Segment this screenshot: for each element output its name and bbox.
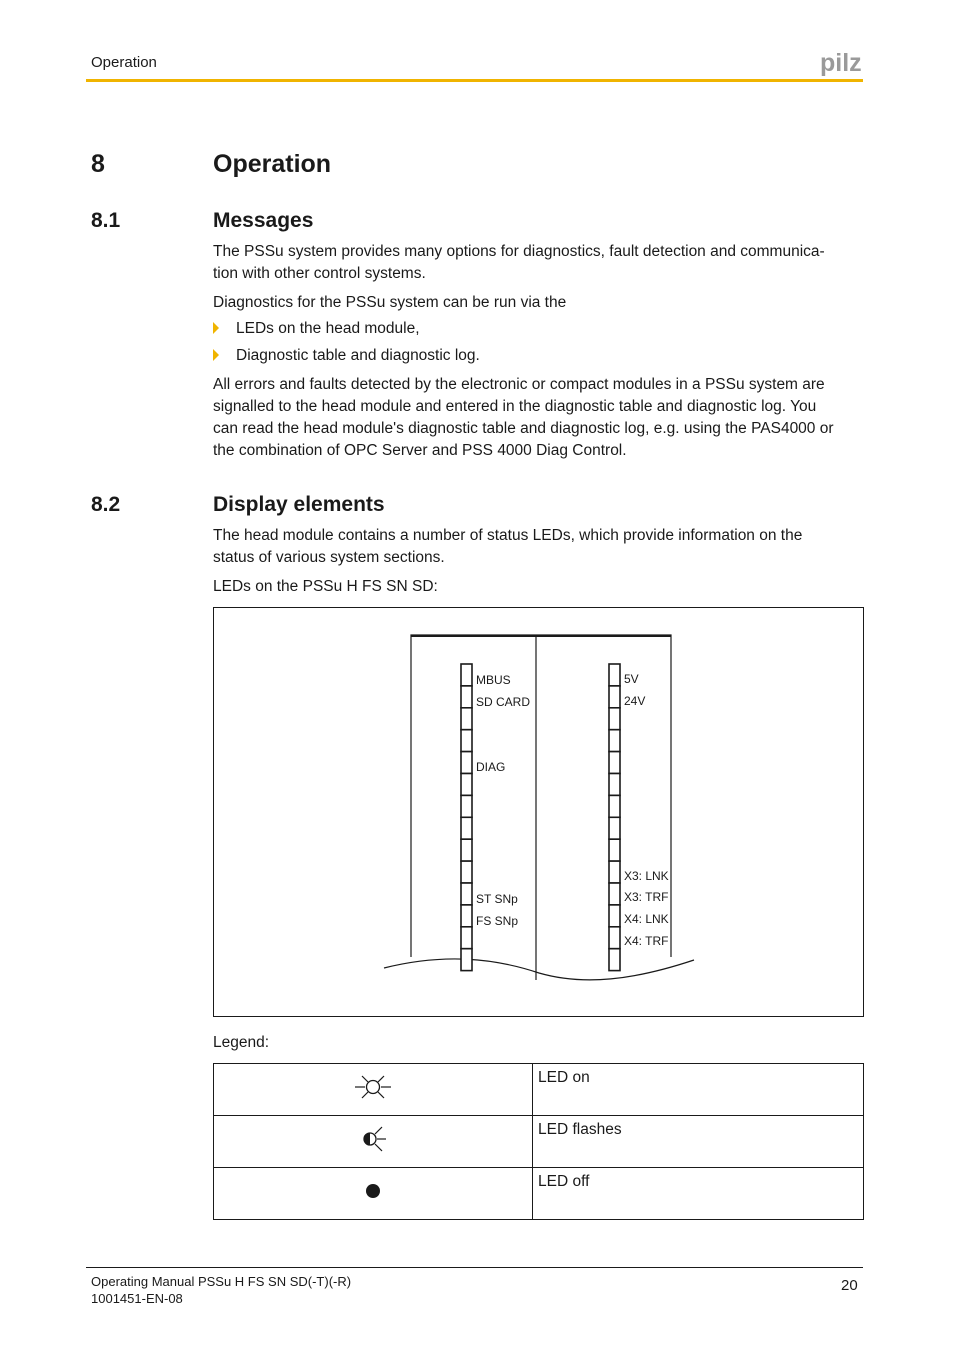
- led-indicator: [461, 664, 472, 686]
- legend-label: LED off: [533, 1168, 864, 1220]
- led-indicator: [609, 686, 620, 708]
- led-indicator: [609, 795, 620, 817]
- led-label-x4-trf: X4: TRF: [624, 934, 669, 948]
- led-indicator: [461, 949, 472, 971]
- legend-row: [214, 1168, 864, 1220]
- led-indicator: [461, 905, 472, 927]
- subsection-title: Messages: [213, 209, 314, 232]
- paragraph: Diagnostics for the PSSu system can be run via the: [213, 294, 567, 311]
- bullet-arrow-icon: [213, 349, 219, 361]
- led-indicator: [461, 883, 472, 905]
- svg-text:pilz: pilz: [820, 50, 862, 76]
- led-indicator: [461, 927, 472, 949]
- paragraph: The head module contains a number of status LEDs, which provide information on the status of various system sections.: [213, 527, 803, 566]
- bullet-item: Diagnostic table and diagnostic log.: [213, 345, 480, 367]
- led-indicator: [461, 861, 472, 883]
- pilz-logo: [820, 50, 864, 76]
- led-label-mbus: MBUS: [476, 673, 511, 687]
- section-number: 8: [91, 150, 105, 178]
- left-led-column: [461, 664, 472, 971]
- legend-table: [213, 1063, 864, 1220]
- led-indicator: [609, 839, 620, 861]
- led-indicator: [461, 817, 472, 839]
- led-label-x3-trf: X3: TRF: [624, 890, 669, 904]
- right-led-column: [609, 664, 620, 971]
- led-indicator: [461, 708, 472, 730]
- led-on-icon: [353, 1070, 393, 1104]
- paragraph: All errors and faults detected by the electronic or compact modules in a PSSu system are signalled to the head module and entered in the diagnostic table and diagnostic log. You can read the head module's diagnostic table and diagnostic log, e.g. using the PAS4000 or the combination of OPC Server and PSS 4000 Diag Control.: [213, 376, 834, 459]
- led-label-x3-lnk: X3: LNK: [624, 869, 669, 883]
- led-indicator: [461, 752, 472, 774]
- paragraph: LEDs on the PSSu H FS SN SD:: [213, 578, 438, 595]
- led-label-fs-snp: FS SNp: [476, 914, 519, 928]
- led-indicator: [609, 708, 620, 730]
- subsection-number: 8.2: [91, 493, 121, 516]
- running-header: Operation: [91, 54, 157, 71]
- led-indicator: [609, 752, 620, 774]
- led-diagram: [213, 607, 864, 1017]
- led-label-5v: 5V: [624, 672, 639, 686]
- legend-row: [214, 1064, 864, 1116]
- led-indicator: [609, 664, 620, 686]
- led-label-x4-lnk: X4: LNK: [624, 912, 669, 926]
- page-number: 20: [841, 1277, 858, 1294]
- led-label-24v: 24V: [624, 694, 646, 708]
- led-label-sd-card: SD CARD: [476, 695, 531, 709]
- led-indicator: [461, 839, 472, 861]
- legend-label: LED on: [533, 1064, 864, 1116]
- led-label-st-snp: ST SNp: [476, 892, 518, 906]
- led-indicator: [609, 949, 620, 971]
- paragraph: The PSSu system provides many options for diagnostics, fault detection and communica- tion with other control systems.: [213, 243, 825, 282]
- section-title: Operation: [213, 150, 332, 178]
- led-indicator: [609, 927, 620, 949]
- led-diagram-drawing: [214, 608, 863, 1016]
- footer-rule: [86, 1267, 863, 1268]
- led-label-diag: DIAG: [476, 760, 506, 774]
- led-indicator: [609, 883, 620, 905]
- legend-row: [214, 1116, 864, 1168]
- led-indicator: [609, 817, 620, 839]
- led-off-icon: [353, 1174, 393, 1208]
- led-indicator: [609, 861, 620, 883]
- led-indicator: [461, 730, 472, 752]
- led-indicator: [461, 774, 472, 796]
- led-indicator: [461, 686, 472, 708]
- legend-title: Legend:: [213, 1034, 270, 1051]
- led-indicator: [609, 905, 620, 927]
- footer-text: Operating Manual PSSu H FS SN SD(-T)(-R) 1001451-EN-08: [91, 1274, 352, 1306]
- legend-label: LED flashes: [533, 1116, 864, 1168]
- led-flashes-icon: [353, 1122, 393, 1156]
- led-indicator: [609, 774, 620, 796]
- led-indicator: [461, 795, 472, 817]
- subsection-title: Display elements: [213, 493, 385, 516]
- subsection-number: 8.1: [91, 209, 121, 232]
- led-indicator: [609, 730, 620, 752]
- bullet-arrow-icon: [213, 322, 219, 334]
- header-rule: [86, 79, 863, 82]
- bullet-item: LEDs on the head module,: [213, 318, 420, 340]
